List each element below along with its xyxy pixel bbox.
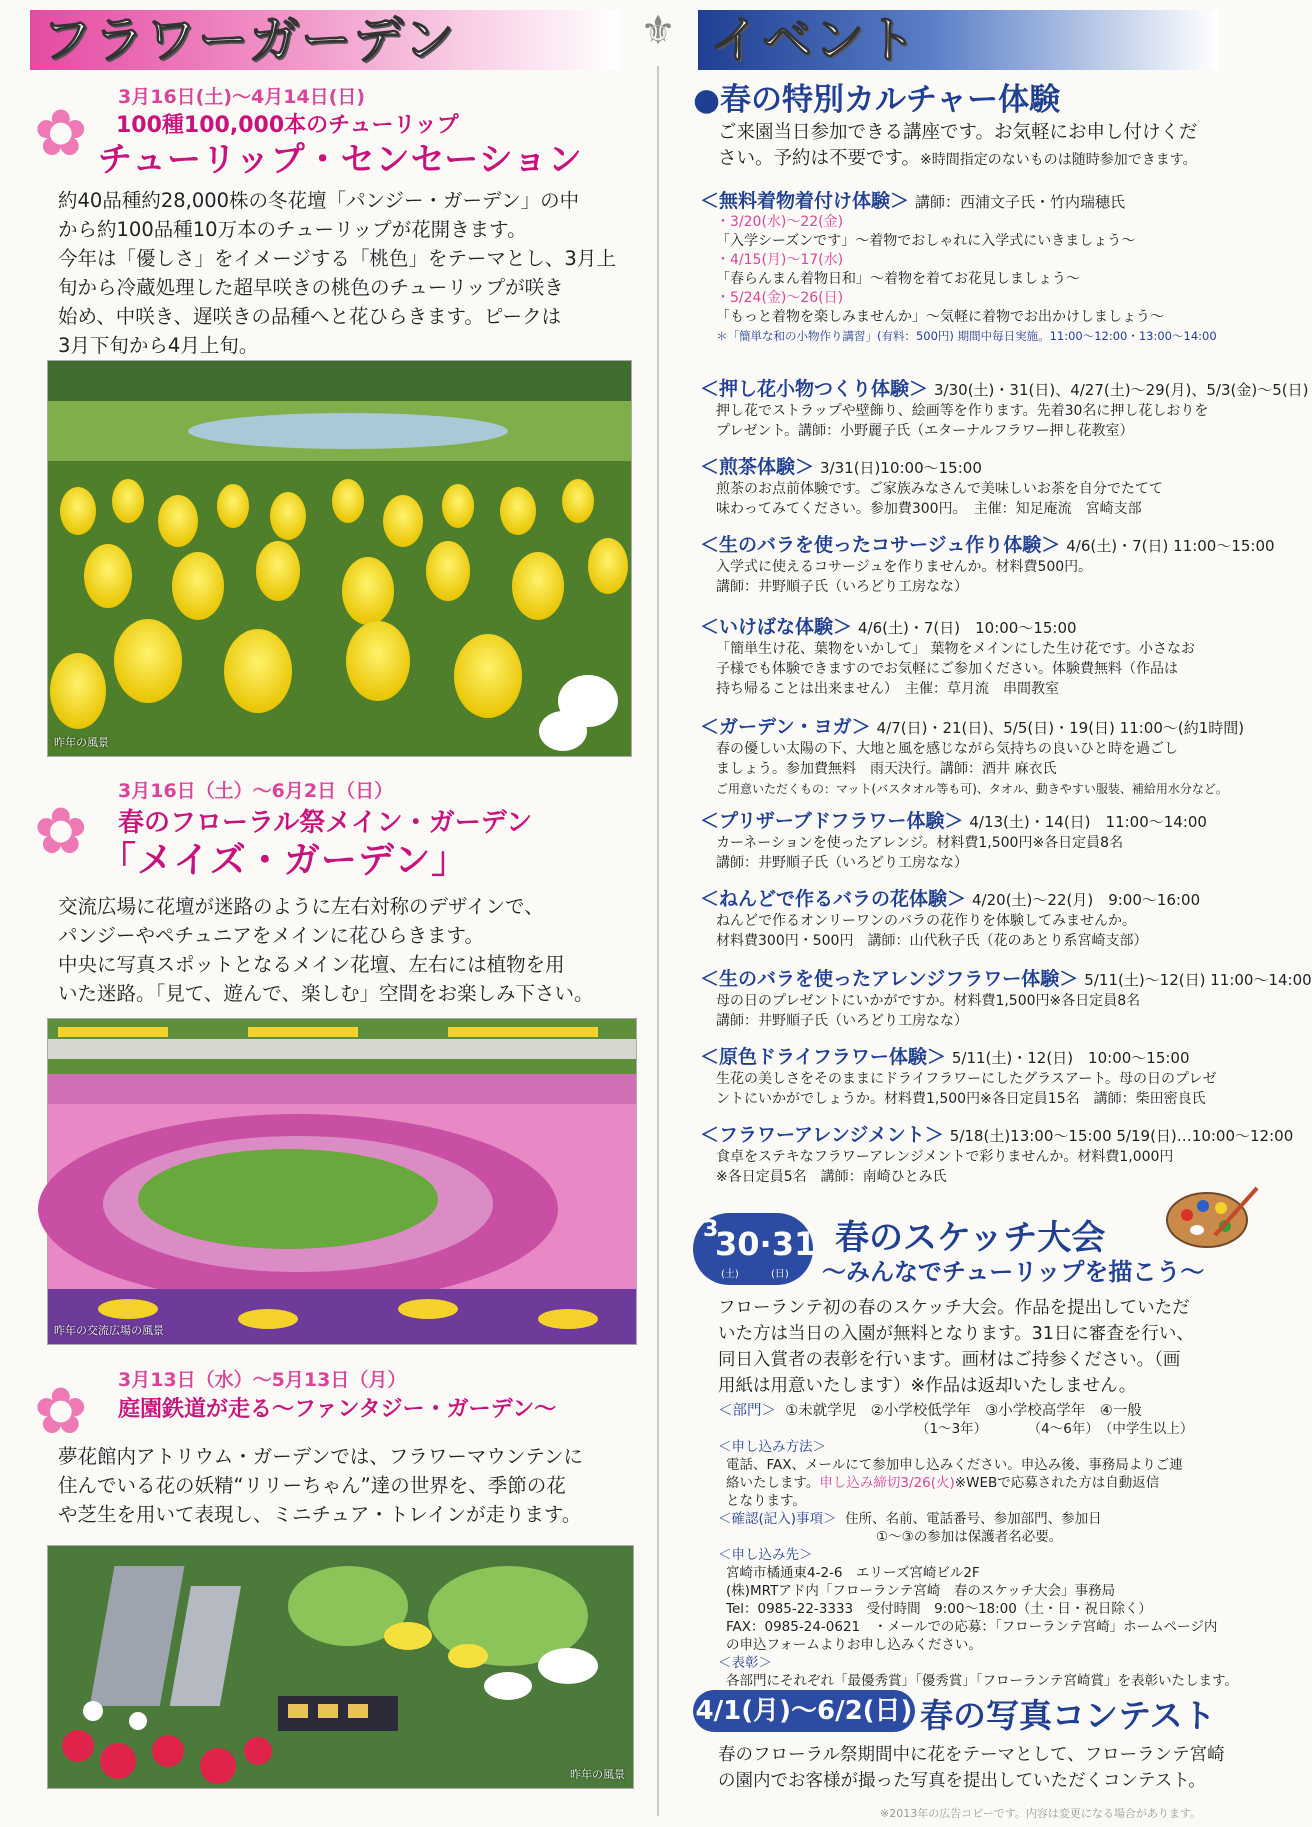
maze-photo [47,1018,637,1345]
footnote: ※2013年の広告コピーです。内容は変更になる場合があります。 [880,1807,1202,1820]
sketch-title: 春のスケッチ大会 [835,1218,1106,1258]
fantasy-title: 庭園鉄道が走る〜ファンタジー・ガーデン〜 [118,1397,557,1422]
event-flower-arrangement: ＜フラワーアレンジメント＞ 5/18(土)13:00〜15:00 5/19(日)…10:00〜12:00 食卓をステキなフラワーアレンジメントで彩りませんか。材料費1,000円 ※各日定員5名 講師：南崎ひとみ氏 [700,1124,1294,1185]
event-dried-flower: ＜原色ドライフラワー体験＞ 5/11(土)・12(日) 10:00〜15:00 生花の美しさをそのままにドライフラワーにしたグラスアート。母の日のプレゼ ントにいかがでしょうか。材料費1,500円※各日定員15名 講師：柴田密良氏 [700,1046,1217,1107]
maze-photo-illustration [48,1019,636,1344]
photo-contest-date-badge: 4/1(月)〜6/2(日) [693,1690,915,1732]
flower-icon: ✿ [34,795,88,869]
tulip-photo-caption: 昨年の風景 [54,736,109,749]
event-corsage: ＜生のバラを使ったコサージュ作り体験＞ 4/6(土)・7(日) 11:00〜15:00 入学式に使えるコサージュを作りませんか。材料費500円。 講師：井野順子氏（いろどり工房なな） [700,534,1275,595]
fleur-ornament-icon: ⚜ [640,8,676,54]
tulip-photo-illustration [48,361,631,756]
flower-icon: ✿ [34,97,88,171]
event-garden-yoga: ＜ガーデン・ヨガ＞ 4/7(日)・21(日)、5/5(日)・19(日) 11:00〜(約1時間) 春の優しい太陽の下、大地と風を感じながら気持ちの良いひと時を過ごし ましょう。参加費無料 雨天決行。講師：酒井 麻衣氏 ご用意いただくもの：マット(バスタオル等も可)、タオル、動きやすい服装、補給用水分など。 [700,716,1245,796]
palette-icon [1165,1180,1260,1250]
culture-title: ●春の特別カルチャー体験 [693,82,1061,118]
maze-photo-caption: 昨年の交流広場の風景 [54,1324,164,1337]
flower-garden-header: フラワーガーデン [30,10,620,70]
tulip-date: 3月16日(土)〜4月14日(日) [118,86,366,108]
photo-contest-description: 春のフローラル祭期間中に花をテーマとして、フローランテ宮崎 の園内でお客様が撮った写真を提出していただくコンテスト。 [718,1745,1225,1791]
flower-icon: ✿ [34,1375,88,1449]
maze-title: 「メイズ・ガーデン」 [100,839,469,881]
event-sencha: ＜煎茶体験＞ 3/31(日)10:00〜15:00 煎茶のお点前体験です。ご家族みなさんで美味しいお茶を自分でたてて 味わってみてください。参加費300円。 主催：知足庵流 宮崎支部 [700,456,1163,517]
tulip-subtitle: 100種100,000本のチューリップ [116,113,459,138]
fantasy-date: 3月13日（水）〜5月13日（月） [118,1369,407,1391]
event-kimono: ＜無料着物着付け体験＞ 講師：西浦文子氏・竹内瑞穂氏 ・3/20(水)〜22(金) 「入学シーズンです」〜着物でおしゃれに入学式にいきましょう〜 ・4/15(月)〜17(水) 「春らんまん着物日和」〜着物を着てお花見しましょう〜 ・5/24(金)〜26(日) 「もっと着物を楽しみませんか」〜気軽に着物でお出かけしましょう〜 ＊「簡単な和の小物作り講習」(有料：500円) 期間中毎日実施。11:00〜12:00・13:00〜14:00 [700,190,1217,343]
sketch-description: フローランテ初の春のスケッチ大会。作品を提出していただ いた方は当日の入園が無料となります。31日に審査を行い、 同日入賞者の表彰を行います。画材はご持参ください。（画 用紙は用意いたします）※作品は返却いたしません。 [718,1298,1194,1396]
sketch-date-badge: 3 30·31 (土) (日) [693,1213,813,1285]
tulip-description: 約40品種約28,000株の冬花壇「パンジー・ガーデン」の中 から約100品種10万本のチューリップが花開きます。 今年は「優しさ」をイメージする「桃色」をテーマとし、3月上 旬から冷蔵処理した超早咲きの桃色のチューリップが咲き 始め、中咲き、遅咲きの品種へと花ひらきます。ピークは 3月下旬から4月上旬。 [58,189,616,357]
sketch-subtitle: 〜みんなでチューリップを描こう〜 [822,1257,1205,1286]
event-preserved-flower: ＜プリザーブドフラワー体験＞ 4/13(土)・14(日) 11:00〜14:00 カーネーションを使ったアレンジ。材料費1,500円※各日定員8名 講師：井野順子氏（いろどり工房なな） [700,810,1207,871]
fantasy-photo-caption: 昨年の風景 [570,1768,625,1781]
tulip-photo [47,360,632,757]
event-rose-arrangement: ＜生のバラを使ったアレンジフラワー体験＞ 5/11(土)〜12(日) 11:00〜14:00 母の日のプレゼントにいかがですか。材料費1,500円※各日定員8名 講師：井野順子氏（いろどり工房なな） [700,968,1312,1029]
column-divider [657,66,659,1816]
event-clay-rose: ＜ねんどで作るバラの花体験＞ 4/20(土)〜22(月) 9:00〜16:00 ねんどで作るオンリーワンのバラの花作りを体験してみませんか。 材料費300円・500円 講師：山代秋子氏（花のあとり系宮崎支部） [700,888,1201,949]
culture-intro: ご来園当日参加できる講座です。お気軽にお申し付けくだ さい。予約は不要です。※時間指定のないものは随時参加できます。 [718,122,1198,169]
maze-description: 交流広場に花壇が迷路のように左右対称のデザインで、 パンジーやペチュニアをメインに花ひらきます。 中央に写真スポットとなるメイン花壇、左右には植物を用 いた迷路。「見て、遊んで、楽しむ」空間をお楽しみ下さい。 [58,895,594,1005]
event-header: イベント [698,10,1218,70]
maze-date: 3月16日（土）〜6月2日（日） [118,780,394,802]
fantasy-photo-illustration [48,1546,633,1788]
event-ikebana: ＜いけばな体験＞ 4/6(土)・7(日) 10:00〜15:00 「簡単生け花、葉物をいかして」 葉物をメインにした生け花です。小さなお 子様でも体験できますのでお気軽にご参加ください。体験費無料（作品は 持ち帰ることは出来ません） 主催：草月流 串間教室 [700,616,1196,697]
fantasy-photo [47,1545,634,1789]
maze-subtitle: 春のフローラル祭メイン・ガーデン [118,808,533,838]
event-pressed-flower: ＜押し花小物つくり体験＞ 3/30(土)・31(日)、4/27(土)〜29(月)、5/3(金)〜5(日) 押し花でストラップや壁飾り、絵画等を作ります。先着30名に押し花しおりを プレゼント。講師：小野麗子氏（エターナルフラワー押し花教室） [700,378,1309,439]
photo-contest-title: 春の写真コンテスト [920,1696,1216,1735]
fantasy-description: 夢花館内アトリウム・ガーデンでは、フラワーマウンテンに 住んでいる花の妖精“リリーちゃん”達の世界を、季節の花 や芝生を用いて表現し、ミニチュア・トレインが走ります。 [58,1445,583,1526]
sketch-details: ＜部門＞ ①未就学児 ②小学校低学年 ③小学校高学年 ④一般 （1〜3年） （4〜6年） （中学生以上） ＜申し込み方法＞ 電話、FAX、メールにて参加申し込みください。申込み後、事務局よりご連 絡いたします。申し込み締切3/26(火)※WEBで応募された方は自動返信 となります。 ＜確認(記入)事項＞ 住所、名前、電話番号、参加部門、参加日 ①〜③の参加は保護者名必要。 ＜申し込み先＞ 宮崎市橘通東4-2-6 エリーズ宮崎ビル2F (株)MRTアド内「フローランテ宮崎 春のスケッチ大会」事務局 Tel：0985-22-3333 受付時間 9:00〜18:00（土・日・祝日除く） FAX：0985-24-0621 ・メールでの応募：「フローランテ宮崎」ホームページ内 の申込フォームよりお申し込みください。 ＜表彰＞ 各部門にそれぞれ「最優秀賞」「優秀賞」「フローランテ宮崎賞」を表彰いたします。 [718,1403,1238,1689]
tulip-title: チューリップ・センセーション [98,140,583,180]
